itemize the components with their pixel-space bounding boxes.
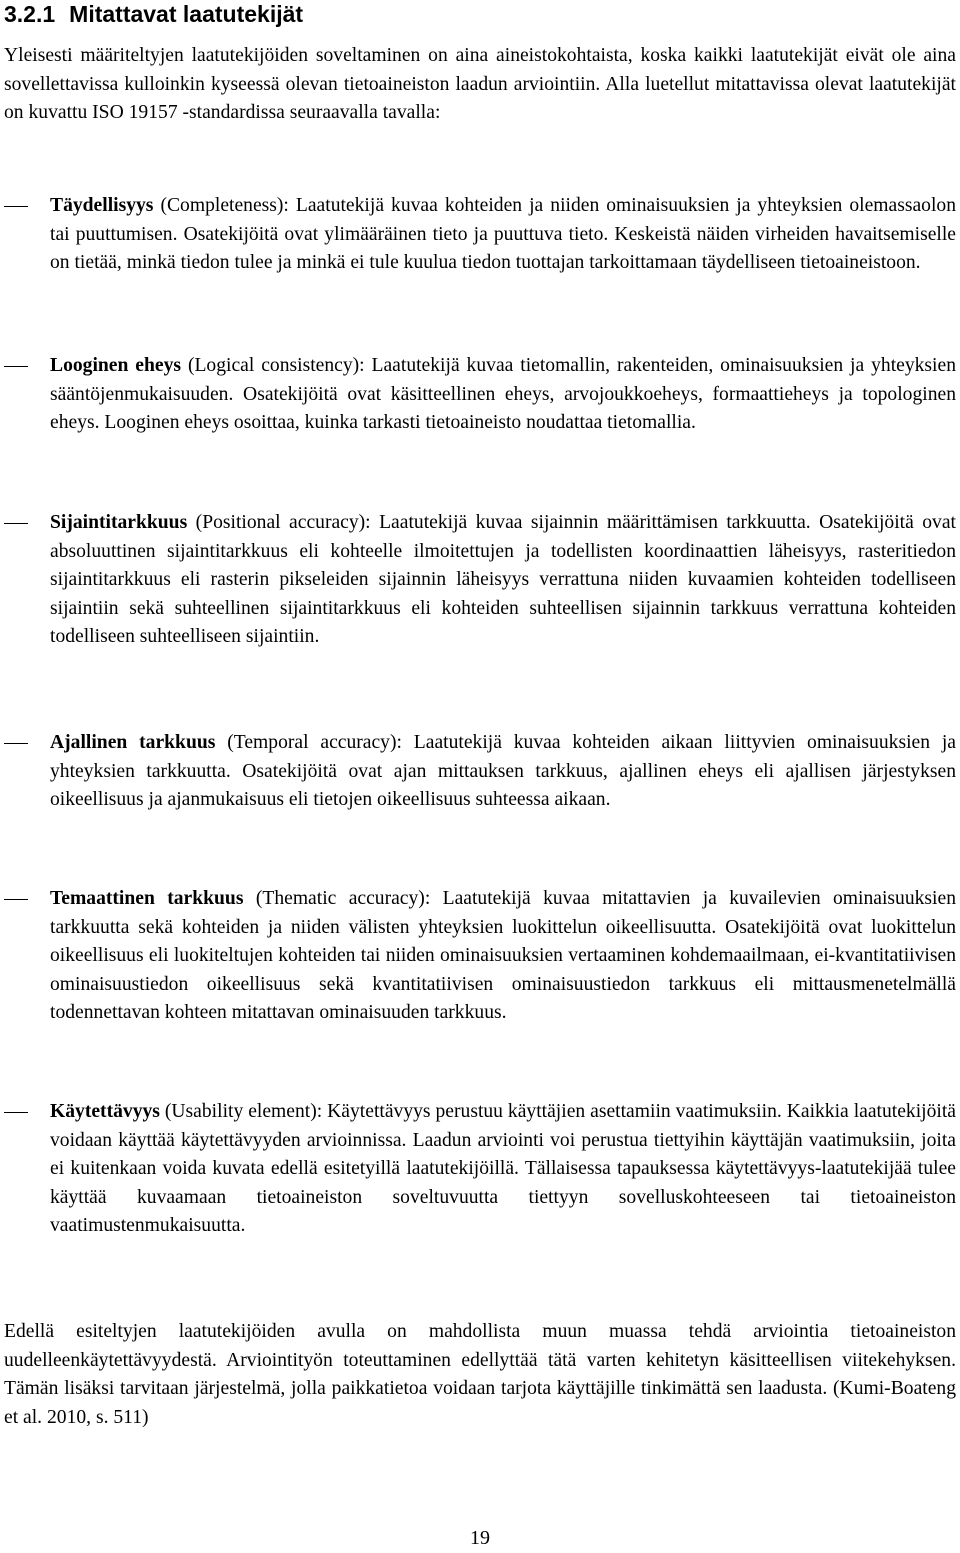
list-item-term: Täydellisyys [50, 195, 154, 216]
list-item-text: (Usability element): Käytettävyys perustuu käyttäjien asettamiin vaatimuksiin. Kaikkia laatutekijöitä voidaan käyttää käytettävyyden arvioinnissa. Laadun arviointi voi perustua tiettyihin käyttäjän vaatimuksiin, joita ei kuitenkaan voida kuvata edellä esitetyillä laatutekijöillä. Tällaisessa tapauksessa käytettävyys-laatutekijää tulee käyttää kuvaamaan tietoaineiston soveltuvuutta tiettyyn sovelluskohteeseen tai tietoaineiston vaatimustenmukaisuutta. [50, 1101, 956, 1237]
list-item-body [50, 1098, 956, 1241]
list-item-body [50, 729, 956, 815]
list-item-text: (Temporal accuracy): Laatutekijä kuvaa kohteiden aikaan liittyvien ominaisuuksien ja yhteyksien tarkkuutta. Osatekijöitä ovat ajan mittauksen tarkkuus, ajallinen eheys eli ajallisen järjestyksen oikeellisuus ja ajanmukaisuus eli tietojen oikeellisuus suhteessa aikaan. [50, 732, 956, 811]
intro-paragraph: Yleisesti määriteltyjen laatutekijöiden soveltaminen on aina aineistokohtaista, koska kaikki laatutekijät eivät ole aina sovellettavissa kulloinkin kyseessä olevan tietoaineiston laadun arviointiin. Alla luetellut mitattavissa olevat laatutekijät on kuvattu ISO 19157 -standardissa seuraavalla tavalla: [4, 45, 956, 124]
dash-bullet-icon [4, 206, 28, 207]
list-item-temporal-accuracy [4, 729, 956, 815]
list-item-term: Sijaintitarkkuus [50, 512, 188, 533]
list-item-body [50, 509, 956, 652]
list-item-term: Ajallinen tarkkuus [50, 732, 216, 753]
dash-bullet-icon [4, 1112, 28, 1113]
dash-bullet-icon [4, 523, 28, 524]
list-item-usability [4, 1098, 956, 1241]
list-item-completeness [4, 192, 956, 278]
section-heading [4, 0, 303, 28]
list-item-term: Temaattinen tarkkuus [50, 888, 244, 909]
list-item-body [50, 352, 956, 438]
closing-paragraph: Edellä esiteltyjen laatutekijöiden avulla on mahdollista muun muassa tehdä arviointia tietoaineiston uudelleenkäytettävyydestä. Arviointityön toteuttaminen edellyttää tätä varten kehitetyn käsitteellisen viitekehyksen. Tämän lisäksi tarvitaan järjestelmä, jolla paikkatietoa voidaan tarjota käyttäjille tinkimättä sen laadusta. (Kumi-Boateng et al. 2010, s. 511) [4, 1321, 956, 1428]
dash-bullet-icon [4, 366, 28, 367]
list-item-body [50, 192, 956, 278]
page-number: 19 [470, 1527, 490, 1549]
list-item-thematic-accuracy [4, 885, 956, 1028]
list-item-body [50, 885, 956, 1028]
dash-bullet-icon [4, 899, 28, 900]
list-item-text: (Positional accuracy): Laatutekijä kuvaa sijainnin määrittämisen tarkkuutta. Osatekijöitä ovat absoluuttinen sijaintitarkkuus eli kohteelle ilmoitettujen ja todellisten koordinaattien läheisyys, rasteritiedon sijaintitarkkuus eli rasterin pikseleiden sijainnin läheisyys verrattuna niiden kuvaamien kohteiden todelliseen sijaintiin sekä suhteellinen sijaintitarkkuus eli kohteiden suhteellisen sijainnin tarkkuus verrattuna kohteiden todelliseen suhteelliseen sijaintiin. [50, 512, 956, 648]
list-item-term: Käytettävyys [50, 1101, 160, 1122]
dash-bullet-icon [4, 743, 28, 744]
list-item-text: (Thematic accuracy): Laatutekijä kuvaa mitattavien ja kuvailevien ominaisuuksien tarkkuutta sekä kohteiden ja niiden välisten yhteyksien luokittelun oikeellisuutta. Osatekijöitä ovat luokittelun oikeellisuus eli luokiteltujen kohteiden tai niiden ominaisuuksien vertaaminen kohdemaailmaan, ei-kvantitatiivisen ominaisuustiedon oikeellisuus sekä kvantitatiivisen ominaisuustiedon tarkkuus eli mittausmenetelmällä todennettavan kohteen mitattavan ominaisuuden tarkkuus. [50, 888, 956, 1024]
list-item-logical-consistency [4, 352, 956, 438]
list-item-positional-accuracy [4, 509, 956, 652]
section-title: Mitattavat laatutekijät [69, 1, 304, 27]
list-item-text: (Logical consistency): Laatutekijä kuvaa tietomallin, rakenteiden, ominaisuuksien ja yhteyksien sääntöjenmukaisuuden. Osatekijöitä ovat käsitteellinen eheys, arvojoukkoeheys, formaattieheys ja topologinen eheys. Looginen eheys osoittaa, kuinka tarkasti tietoaineisto noudattaa tietomallia. [50, 355, 956, 434]
section-number: 3.2.1 [4, 1, 56, 27]
list-item-term: Looginen eheys [50, 355, 182, 376]
list-item-text: (Completeness): Laatutekijä kuvaa kohteiden ja niiden ominaisuuksien ja yhteyksien olemassaolon tai puuttumisen. Osatekijöitä ovat ylimääräinen tieto ja puuttuva tieto. Keskeistä näiden virheiden havaitsemiselle on tietää, minkä tiedon tulee ja minkä ei tule kuulua tiedon tuottajan tarkoittamaan täydelliseen tietoaineistoon. [50, 195, 956, 274]
